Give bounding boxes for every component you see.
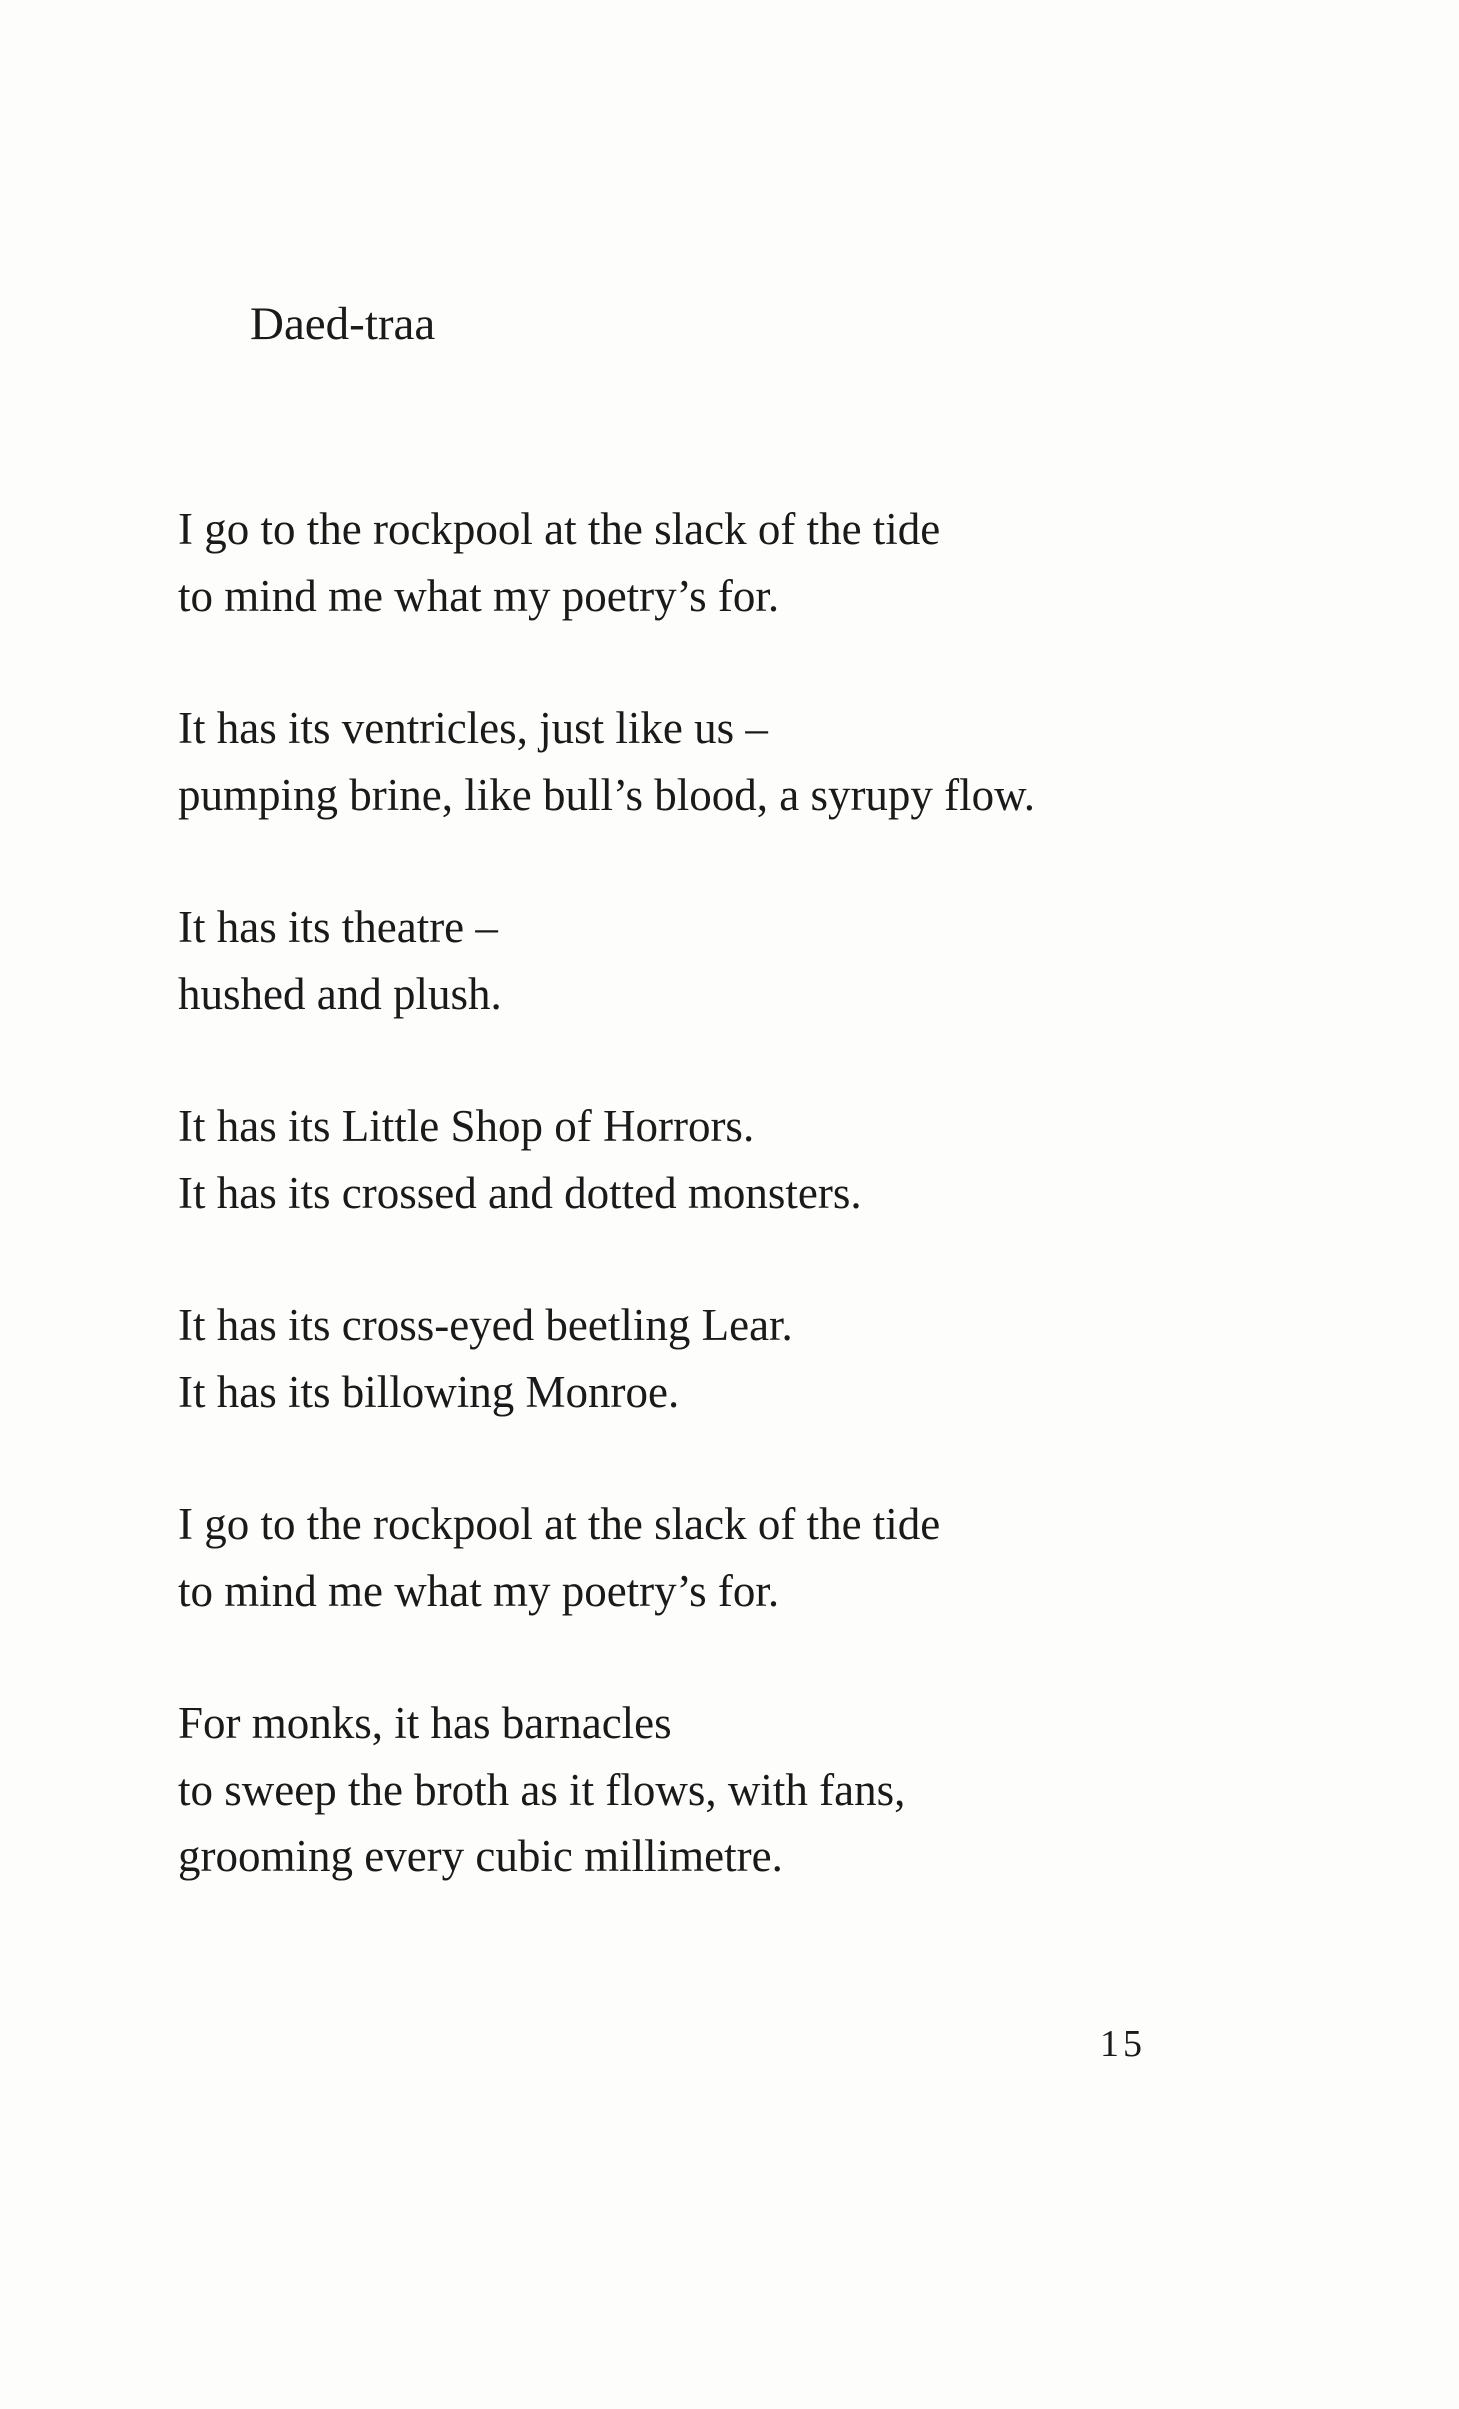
poem-title: Daed-traa — [250, 298, 436, 350]
poem-line: to mind me what my poetry’s for. — [178, 1565, 780, 1616]
poem-body — [178, 496, 1328, 1956]
stanza — [178, 496, 1328, 629]
stanza — [178, 1292, 1328, 1425]
poem-line: to mind me what my poetry’s for. — [178, 570, 780, 621]
poem-line: to sweep the broth as it flows, with fans, — [178, 1764, 906, 1815]
poem-line: grooming every cubic millimetre. — [178, 1831, 783, 1881]
stanza — [178, 695, 1328, 828]
poem-line: It has its ventricles, just like us – — [178, 703, 768, 753]
poem-line: For monks, it has barnacles — [178, 1698, 672, 1748]
poem-line: hushed and plush. — [178, 968, 502, 1019]
poem-line: It has its crossed and dotted monsters. — [178, 1167, 862, 1218]
page-number: 15 — [1100, 2023, 1146, 2065]
poem-line: It has its billowing Monroe. — [178, 1366, 680, 1417]
poem-line: It has its theatre – — [178, 902, 498, 952]
stanza — [178, 894, 1328, 1027]
poem-line: I go to the rockpool at the slack of the tide — [178, 504, 941, 554]
poem-line: pumping brine, like bull’s blood, a syrupy flow. — [178, 769, 1035, 820]
poem-line: It has its cross-eyed beetling Lear. — [178, 1300, 793, 1350]
poem-line: I go to the rockpool at the slack of the tide — [178, 1499, 941, 1549]
stanza — [178, 1491, 1328, 1624]
stanza — [178, 1093, 1328, 1226]
stanza — [178, 1690, 1328, 1890]
poem-line: It has its Little Shop of Horrors. — [178, 1101, 755, 1151]
